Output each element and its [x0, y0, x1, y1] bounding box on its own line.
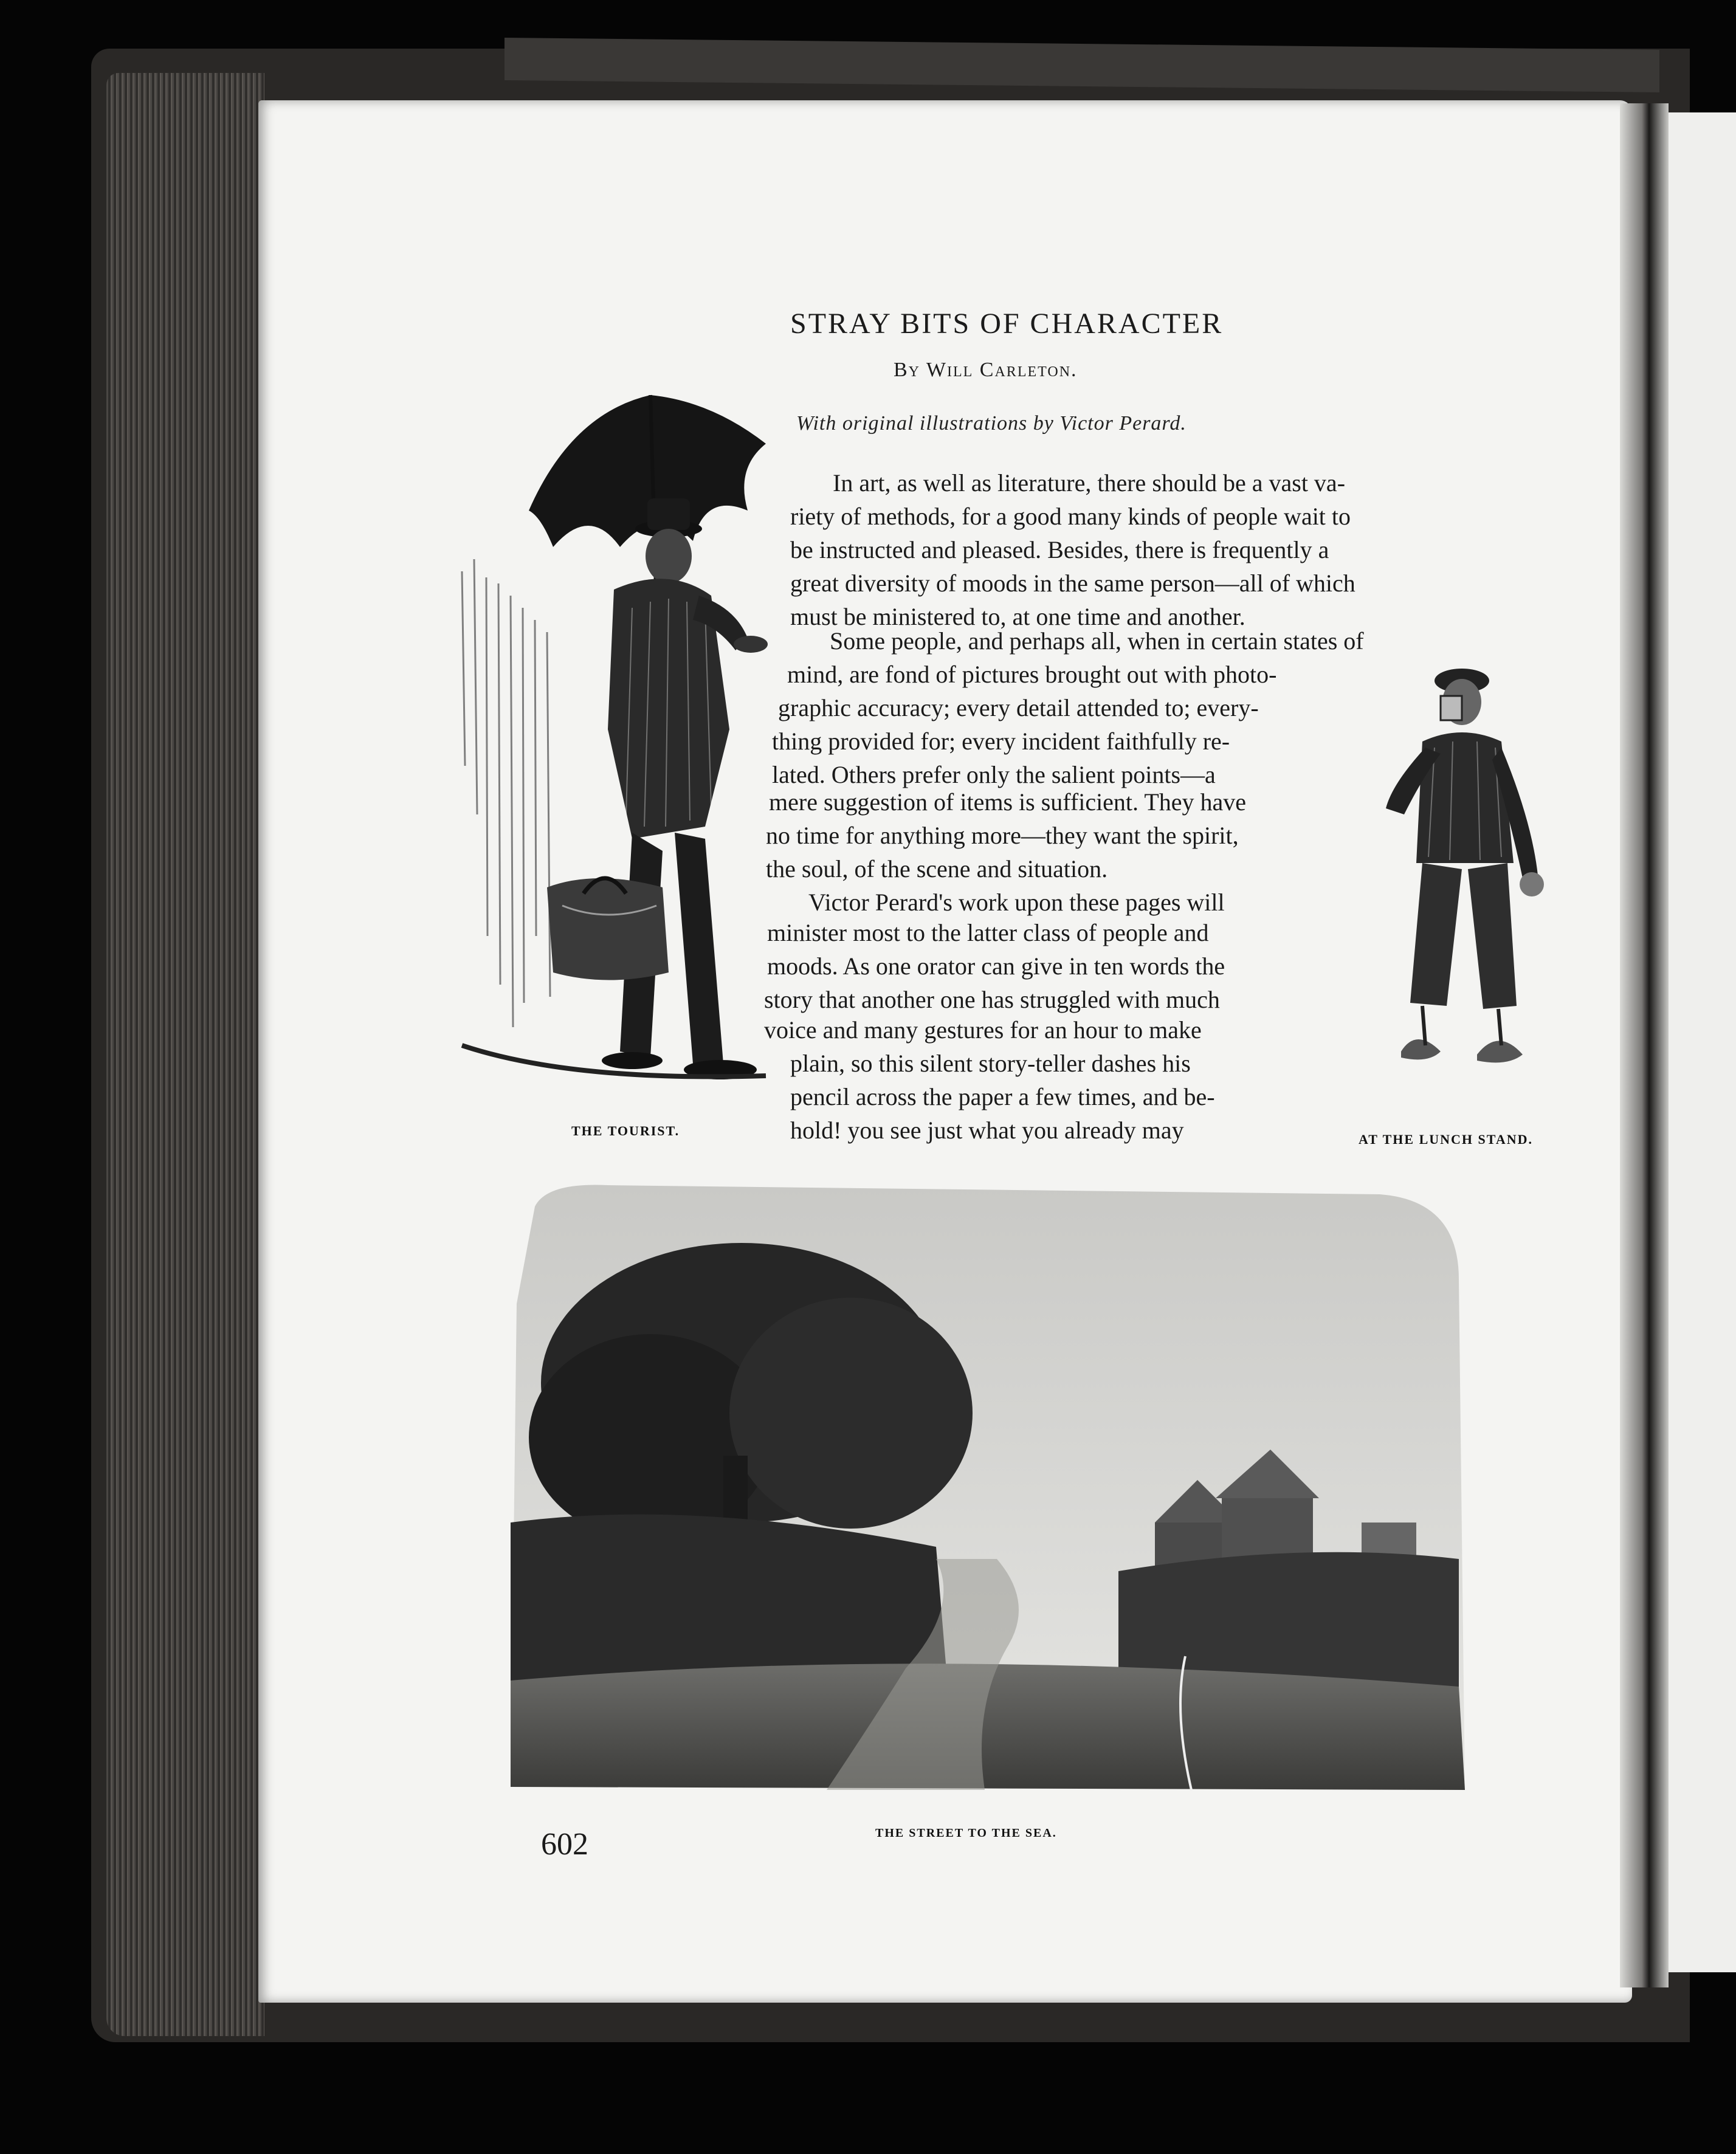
text-line: must be ministered to, at one time and another.: [790, 603, 1245, 630]
facing-page: [1662, 112, 1736, 1972]
page-gutter: [1620, 103, 1669, 1987]
caption-street-to-sea: THE STREET TO THE SEA.: [875, 1826, 1057, 1840]
text-line: the soul, of the scene and situation.: [766, 855, 1108, 883]
text-line: hold! you see just what you already may: [790, 1117, 1184, 1144]
caption-tourist: THE TOURIST.: [571, 1123, 680, 1138]
text-line: thing provided for; every incident faithfully re-: [772, 728, 1230, 755]
article-byline: By Will Carleton.: [894, 359, 1078, 381]
text-line: great diversity of moods in the same person—all of which: [790, 569, 1355, 597]
text-line: no time for anything more—they want the spirit,: [766, 822, 1239, 849]
text-line: graphic accuracy; every detail attended to; every-: [778, 694, 1259, 721]
text-line: be instructed and pleased. Besides, there is frequently a: [790, 536, 1329, 563]
text-line: Victor Perard's work upon these pages will: [808, 889, 1225, 916]
text-line: story that another one has struggled with much: [764, 986, 1220, 1013]
text-line: voice and many gestures for an hour to make: [764, 1016, 1202, 1044]
text-line: lated. Others prefer only the salient points—a: [772, 761, 1216, 788]
text-line: pencil across the paper a few times, and be-: [790, 1083, 1215, 1110]
text-line: riety of methods, for a good many kinds of people wait to: [790, 503, 1351, 530]
text-line: In art, as well as literature, there should be a vast va-: [833, 469, 1346, 497]
tourist-illustration: [450, 389, 778, 1106]
caption-lunch-stand: AT THE LUNCH STAND.: [1359, 1132, 1533, 1147]
text-line: minister most to the latter class of people and: [767, 919, 1209, 946]
street-to-the-sea-illustration: [511, 1182, 1471, 1799]
text-line: Some people, and perhaps all, when in certain states of: [830, 627, 1364, 655]
text-line: plain, so this silent story-teller dashes his: [790, 1050, 1191, 1077]
text-line: moods. As one orator can give in ten words the: [767, 952, 1225, 980]
article-title: STRAY BITS OF CHARACTER: [790, 308, 1224, 340]
page-number: 602: [541, 1827, 588, 1862]
text-line: mind, are fond of pictures brought out with photo-: [787, 661, 1277, 688]
lunch-stand-illustration: [1355, 662, 1574, 1100]
page-edges: [106, 73, 264, 2036]
illustration-credit: With original illustrations by Victor Perard.: [796, 412, 1187, 435]
text-line: mere suggestion of items is sufficient. They have: [769, 788, 1247, 816]
